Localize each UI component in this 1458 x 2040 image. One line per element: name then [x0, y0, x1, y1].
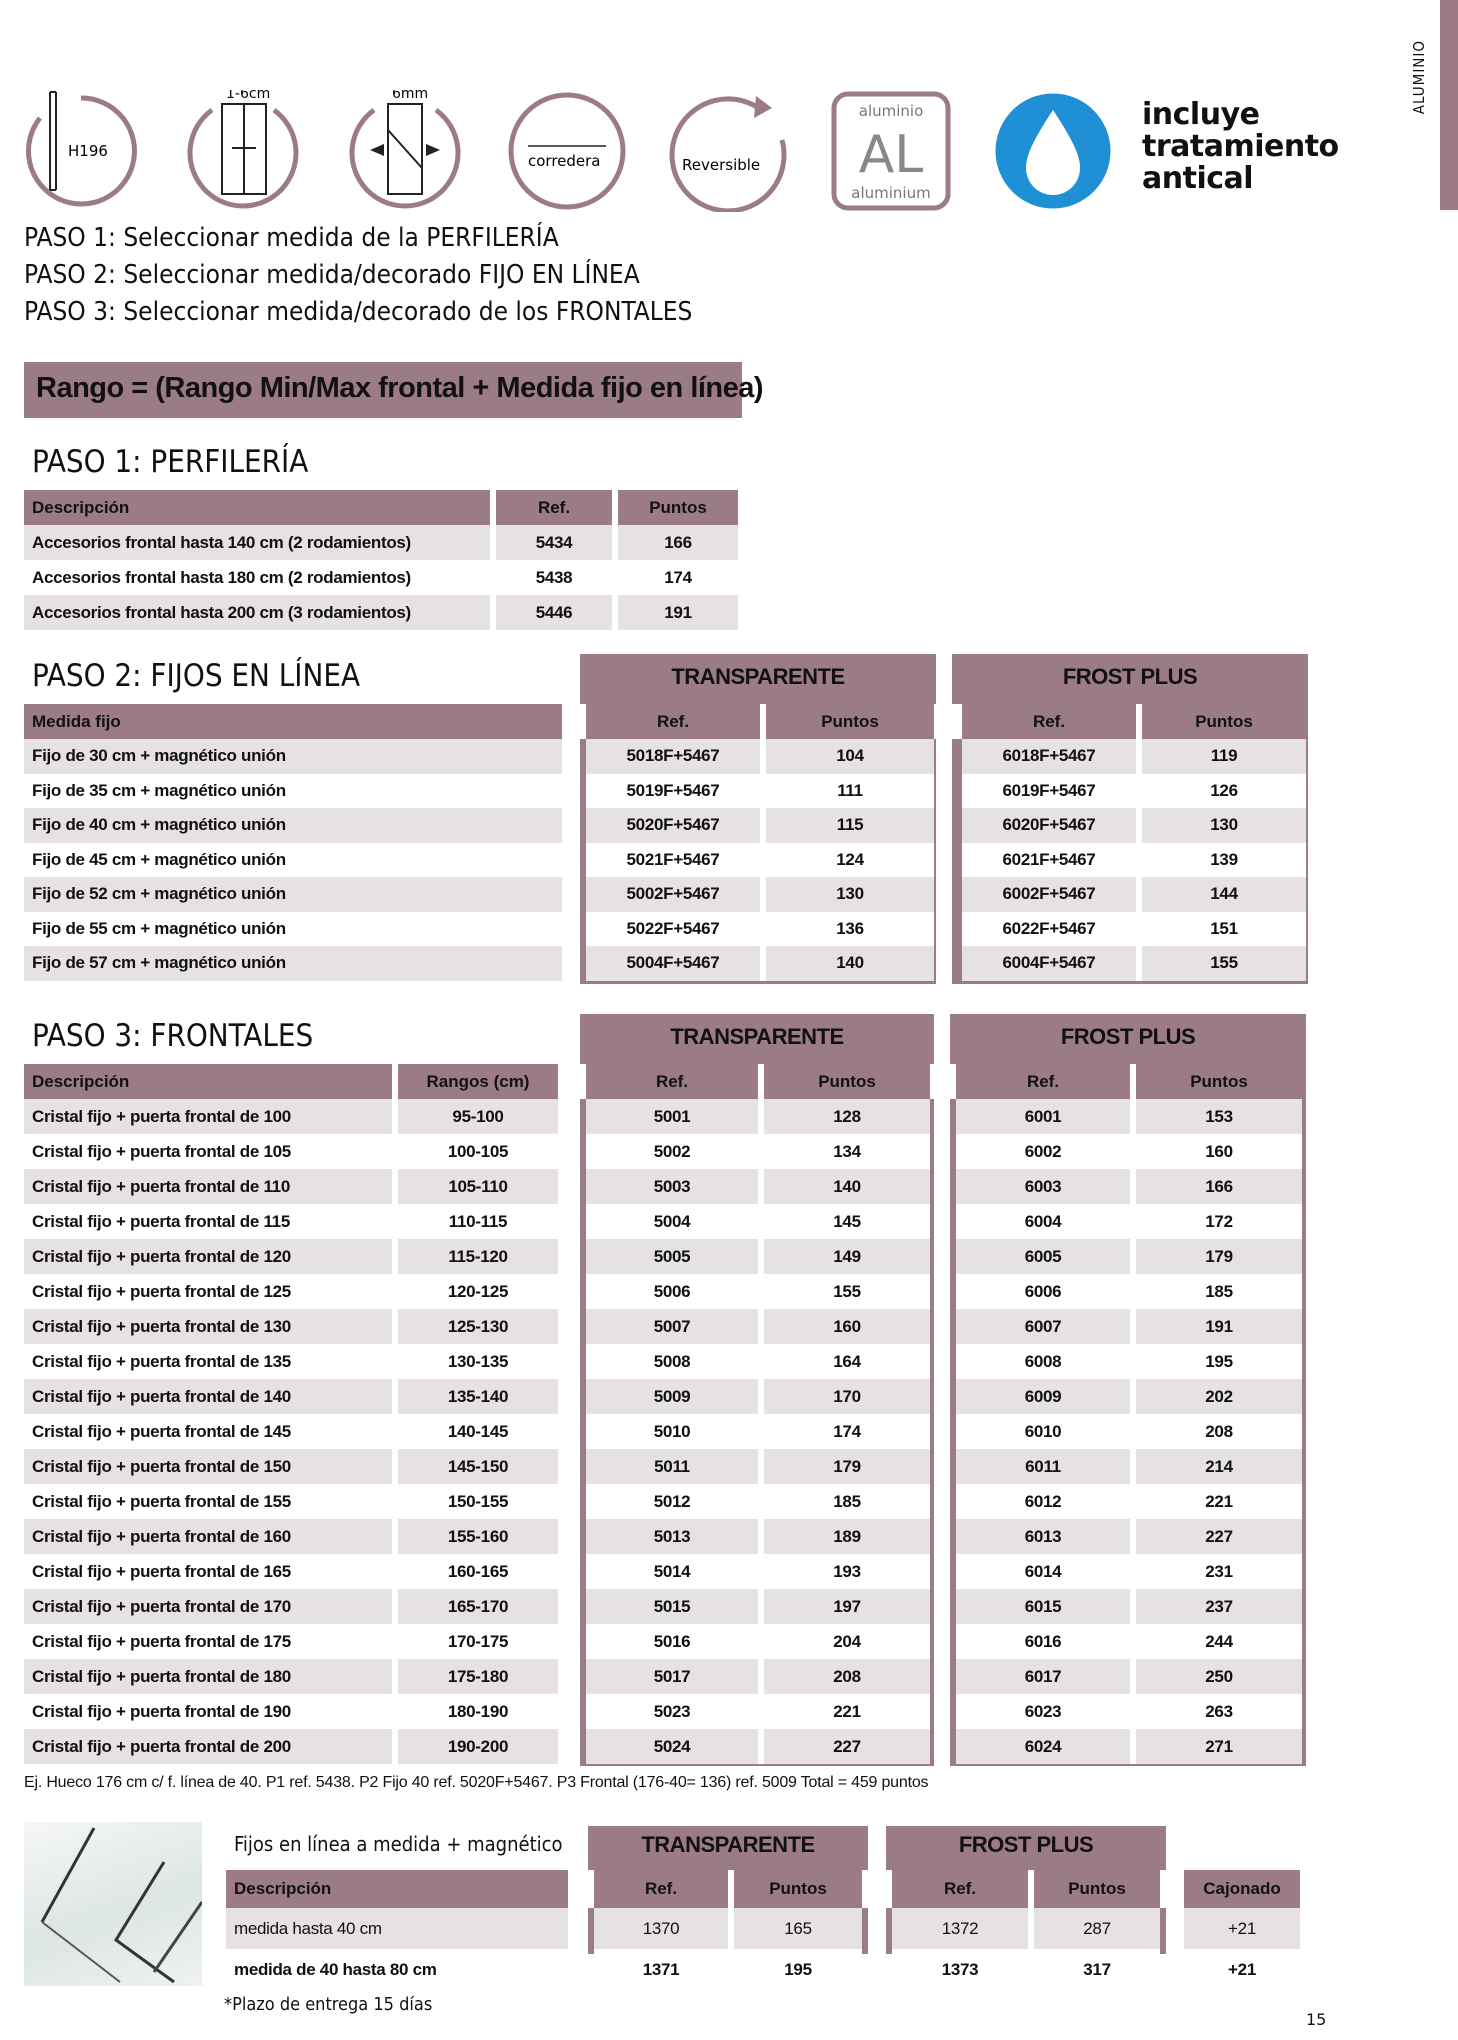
- table-cell: 155: [1136, 946, 1306, 981]
- table-cell: 179: [758, 1449, 930, 1484]
- table-row: [24, 1309, 1302, 1344]
- clear-shield-icon: [992, 90, 1114, 212]
- svg-text:AL: AL: [858, 125, 924, 185]
- table-cell: 221: [1130, 1484, 1302, 1519]
- table-cell: 6019F+5467: [962, 774, 1136, 809]
- table-cell: Cristal fijo + puerta frontal de 120: [24, 1239, 392, 1274]
- paso3-frost-title: FROST PLUS: [1060, 1024, 1196, 1049]
- table-cell: medida de 40 hasta 80 cm: [226, 1949, 568, 1990]
- table-cell: 153: [1130, 1099, 1302, 1134]
- table-cell: Cristal fijo + puerta frontal de 170: [24, 1589, 392, 1624]
- svg-text:aluminio: aluminio: [858, 102, 924, 120]
- table-cell: +21: [1184, 1908, 1300, 1949]
- table-cell: Cristal fijo + puerta frontal de 160: [24, 1519, 392, 1554]
- table-cell: 6012: [956, 1484, 1130, 1519]
- section-label: ALUMINIO: [1410, 40, 1428, 115]
- fijos-transparente-title: TRANSPARENTE: [641, 1832, 815, 1857]
- table-cell: 5012: [586, 1484, 758, 1519]
- table-cell: 104: [760, 739, 934, 774]
- table-cell: 5019F+5467: [586, 774, 760, 809]
- table-cell: 287: [1028, 1908, 1160, 1949]
- table-cell: 5002F+5467: [586, 877, 760, 912]
- table-cell: 115-120: [392, 1239, 558, 1274]
- svg-text:corredera: corredera: [528, 152, 601, 170]
- table-cell: 145-150: [392, 1449, 558, 1484]
- table-cell: 6015: [956, 1589, 1130, 1624]
- table-cell: 237: [1130, 1589, 1302, 1624]
- reversible-icon: [668, 90, 790, 212]
- table-cell: 165-170: [392, 1589, 558, 1624]
- paso3-transparente-title: TRANSPARENTE: [670, 1024, 844, 1049]
- table-cell: 191: [1130, 1309, 1302, 1344]
- table-row: [24, 1484, 1302, 1519]
- table-cell: 160: [758, 1309, 930, 1344]
- table-cell: 5004: [586, 1204, 758, 1239]
- table-cell: 6011: [956, 1449, 1130, 1484]
- col-ref-transparente: Ref.: [586, 1064, 758, 1099]
- table-cell: Fijo de 45 cm + magnético unión: [24, 843, 562, 878]
- table-row: [24, 1204, 1302, 1239]
- range-formula: Rango = (Rango Min/Max frontal + Medida fijo en línea): [24, 362, 742, 418]
- table-row: [24, 595, 738, 630]
- table-cell: 1372: [892, 1908, 1028, 1949]
- col-puntos-transparente: Puntos: [760, 704, 934, 739]
- page-number: 15: [1306, 2010, 1327, 2029]
- table-cell: 166: [612, 525, 738, 560]
- table-cell: 164: [758, 1344, 930, 1379]
- table-row: [24, 1169, 1302, 1204]
- table-cell: 5023: [586, 1694, 758, 1729]
- table-cell: 5017: [586, 1659, 758, 1694]
- table-cell: 197: [758, 1589, 930, 1624]
- table-row: [24, 1344, 1302, 1379]
- table-cell: 227: [758, 1729, 930, 1764]
- table-cell: 145: [758, 1204, 930, 1239]
- table-cell: Cristal fijo + puerta frontal de 135: [24, 1344, 392, 1379]
- table-cell: Fijo de 30 cm + magnético unión: [24, 739, 562, 774]
- table-cell: 204: [758, 1624, 930, 1659]
- table-row: [24, 946, 1306, 981]
- col-descripcion: Descripción: [226, 1870, 568, 1908]
- table-cell: 190-200: [392, 1729, 558, 1764]
- table-cell: 5024: [586, 1729, 758, 1764]
- example-calculation: Ej. Hueco 176 cm c/ f. línea de 40. P1 ref. 5438. P2 Fijo 40 ref. 5020F+5467. P3 Frontal (176-40= 136) ref. 5009 Total = 459 puntos: [24, 1774, 929, 1791]
- table-cell: Cristal fijo + puerta frontal de 110: [24, 1169, 392, 1204]
- table-cell: Cristal fijo + puerta frontal de 175: [24, 1624, 392, 1659]
- table-cell: 6003: [956, 1169, 1130, 1204]
- table-cell: 5016: [586, 1624, 758, 1659]
- table-cell: Accesorios frontal hasta 200 cm (3 rodamientos): [24, 595, 490, 630]
- table-cell: Accesorios frontal hasta 180 cm (2 rodamientos): [24, 560, 490, 595]
- table-row: [24, 1659, 1302, 1694]
- table-cell: Cristal fijo + puerta frontal de 100: [24, 1099, 392, 1134]
- table-row: [24, 1099, 1302, 1134]
- table-cell: Cristal fijo + puerta frontal de 165: [24, 1554, 392, 1589]
- table-row: [226, 1908, 1300, 1949]
- table-cell: Fijo de 40 cm + magnético unión: [24, 808, 562, 843]
- step-instructions: [24, 220, 692, 331]
- table-cell: 136: [760, 912, 934, 947]
- table-cell: 134: [758, 1134, 930, 1169]
- col-ref-frost: Ref.: [962, 704, 1136, 739]
- table-cell: 5009: [586, 1379, 758, 1414]
- table-cell: 5014: [586, 1554, 758, 1589]
- table-cell: 5434: [490, 525, 612, 560]
- table-cell: 175-180: [392, 1659, 558, 1694]
- col-medida-fijo: Medida fijo: [24, 704, 562, 739]
- table-cell: 6002F+5467: [962, 877, 1136, 912]
- table-cell: 130: [1136, 808, 1306, 843]
- col-puntos-frost: Puntos: [1028, 1870, 1160, 1908]
- table-row: [24, 739, 1306, 774]
- table-cell: Cristal fijo + puerta frontal de 105: [24, 1134, 392, 1169]
- table-cell: 139: [1136, 843, 1306, 878]
- table-cell: 125-130: [392, 1309, 558, 1344]
- table-row: [24, 1379, 1302, 1414]
- table-cell: 5008: [586, 1344, 758, 1379]
- table-cell: 202: [1130, 1379, 1302, 1414]
- table-row: [24, 1449, 1302, 1484]
- table-cell: 6013: [956, 1519, 1130, 1554]
- table-cell: 179: [1130, 1239, 1302, 1274]
- paso3-table: [24, 1064, 1302, 1764]
- table-cell: 6024: [956, 1729, 1130, 1764]
- table-row: [24, 1624, 1302, 1659]
- table-cell: 221: [758, 1694, 930, 1729]
- table-cell: 144: [1136, 877, 1306, 912]
- height-icon: [20, 90, 142, 212]
- table-cell: 5021F+5467: [586, 843, 760, 878]
- table-cell: 231: [1130, 1554, 1302, 1589]
- table-row: [24, 1134, 1302, 1169]
- svg-text:6mm: 6mm: [392, 90, 429, 102]
- table-cell: Cristal fijo + puerta frontal de 180: [24, 1659, 392, 1694]
- table-cell: 5018F+5467: [586, 739, 760, 774]
- table-cell: 119: [1136, 739, 1306, 774]
- table-cell: 191: [612, 595, 738, 630]
- fijos-medida-table: [226, 1870, 1300, 1990]
- table-cell: Fijo de 35 cm + magnético unión: [24, 774, 562, 809]
- table-cell: 1371: [594, 1949, 728, 1990]
- feature-icons: [20, 64, 1340, 214]
- paso2-transparente-title: TRANSPARENTE: [671, 664, 845, 689]
- delivery-note: *Plazo de entrega 15 días: [224, 1994, 433, 2015]
- table-cell: 105-110: [392, 1169, 558, 1204]
- table-cell: 195: [1130, 1344, 1302, 1379]
- table-row: [24, 1414, 1302, 1449]
- table-cell: 115: [760, 808, 934, 843]
- table-cell: 5446: [490, 595, 612, 630]
- adjust-icon: [182, 90, 304, 212]
- paso2-title: PASO 2: FIJOS EN LÍNEA: [32, 658, 361, 694]
- table-cell: 5015: [586, 1589, 758, 1624]
- table-cell: 1373: [892, 1949, 1028, 1990]
- table-cell: 6017: [956, 1659, 1130, 1694]
- table-cell: 174: [612, 560, 738, 595]
- table-cell: 5010: [586, 1414, 758, 1449]
- table-cell: 174: [758, 1414, 930, 1449]
- table-cell: 5022F+5467: [586, 912, 760, 947]
- table-cell: 111: [760, 774, 934, 809]
- paso1-title: PASO 1: PERFILERÍA: [32, 444, 309, 480]
- table-cell: 195: [728, 1949, 862, 1990]
- table-cell: 100-105: [392, 1134, 558, 1169]
- table-cell: Cristal fijo + puerta frontal de 115: [24, 1204, 392, 1239]
- table-cell: Cristal fijo + puerta frontal de 200: [24, 1729, 392, 1764]
- table-cell: 317: [1028, 1949, 1160, 1990]
- table-cell: 128: [758, 1099, 930, 1134]
- col-ref-frost: Ref.: [956, 1064, 1130, 1099]
- table-cell: 140-145: [392, 1414, 558, 1449]
- table-cell: 6002: [956, 1134, 1130, 1169]
- table-cell: 130: [760, 877, 934, 912]
- table-row: [24, 525, 738, 560]
- table-cell: 208: [758, 1659, 930, 1694]
- svg-text:aluminium: aluminium: [851, 184, 931, 202]
- table-cell: 6006: [956, 1274, 1130, 1309]
- table-cell: 5001: [586, 1099, 758, 1134]
- table-cell: 189: [758, 1519, 930, 1554]
- table-cell: 6004: [956, 1204, 1130, 1239]
- table-cell: Cristal fijo + puerta frontal de 150: [24, 1449, 392, 1484]
- table-cell: 151: [1136, 912, 1306, 947]
- table-cell: 185: [758, 1484, 930, 1519]
- table-cell: Cristal fijo + puerta frontal de 140: [24, 1379, 392, 1414]
- table-row: [24, 1274, 1302, 1309]
- svg-text:Reversible: Reversible: [682, 156, 761, 174]
- table-cell: 6020F+5467: [962, 808, 1136, 843]
- table-cell: 170-175: [392, 1624, 558, 1659]
- table-cell: 5006: [586, 1274, 758, 1309]
- table-row: [24, 843, 1306, 878]
- col-puntos-frost: Puntos: [1130, 1064, 1302, 1099]
- fijos-frost-title: FROST PLUS: [958, 1832, 1094, 1857]
- glass-thickness-icon: [344, 90, 466, 212]
- table-row: [24, 774, 1306, 809]
- table-cell: 150-155: [392, 1484, 558, 1519]
- table-cell: 140: [758, 1169, 930, 1204]
- col-puntos: Puntos: [612, 490, 738, 525]
- table-cell: 5005: [586, 1239, 758, 1274]
- paso3-title: PASO 3: FRONTALES: [32, 1018, 314, 1054]
- table-cell: 135-140: [392, 1379, 558, 1414]
- aluminium-icon: [830, 90, 952, 212]
- table-cell: medida hasta 40 cm: [226, 1908, 568, 1949]
- step-2: PASO 2: Seleccionar medida/decorado FIJO EN LÍNEA: [24, 260, 640, 290]
- table-cell: 155-160: [392, 1519, 558, 1554]
- table-cell: 140: [760, 946, 934, 981]
- col-descripcion: Descripción: [24, 490, 490, 525]
- fijos-medida-title: Fijos en línea a medida + magnético: [234, 1832, 563, 1856]
- table-row: [24, 1729, 1302, 1764]
- paso2-table: [24, 704, 1306, 981]
- table-cell: 6004F+5467: [962, 946, 1136, 981]
- col-rangos: Rangos (cm): [392, 1064, 558, 1099]
- paso2-frost-title: FROST PLUS: [1062, 664, 1198, 689]
- table-cell: 6018F+5467: [962, 739, 1136, 774]
- table-cell: Fijo de 55 cm + magnético unión: [24, 912, 562, 947]
- table-cell: 6010: [956, 1414, 1130, 1449]
- table-cell: Fijo de 52 cm + magnético unión: [24, 877, 562, 912]
- table-cell: 6007: [956, 1309, 1130, 1344]
- table-cell: 5004F+5467: [586, 946, 760, 981]
- section-tab: [1440, 0, 1458, 210]
- col-puntos-frost: Puntos: [1136, 704, 1306, 739]
- col-puntos-transparente: Puntos: [758, 1064, 930, 1099]
- table-cell: 149: [758, 1239, 930, 1274]
- table-cell: 6008: [956, 1344, 1130, 1379]
- table-row: [24, 1239, 1302, 1274]
- col-cajonado: Cajonado: [1184, 1870, 1300, 1908]
- table-cell: 172: [1130, 1204, 1302, 1239]
- table-cell: Fijo de 57 cm + magnético unión: [24, 946, 562, 981]
- table-cell: 110-115: [392, 1204, 558, 1239]
- table-cell: 193: [758, 1554, 930, 1589]
- glass-panel-image: [24, 1822, 202, 1986]
- table-cell: 250: [1130, 1659, 1302, 1694]
- table-cell: 180-190: [392, 1694, 558, 1729]
- table-row: [24, 1554, 1302, 1589]
- table-row: [24, 877, 1306, 912]
- table-cell: 5002: [586, 1134, 758, 1169]
- table-cell: 170: [758, 1379, 930, 1414]
- table-row: [24, 912, 1306, 947]
- table-cell: 185: [1130, 1274, 1302, 1309]
- table-row: [24, 560, 738, 595]
- table-cell: 208: [1130, 1414, 1302, 1449]
- svg-text:1-6cm: 1-6cm: [226, 90, 271, 102]
- table-cell: Cristal fijo + puerta frontal de 145: [24, 1414, 392, 1449]
- col-puntos-transparente: Puntos: [728, 1870, 862, 1908]
- col-ref-transparente: Ref.: [586, 704, 760, 739]
- table-cell: 6022F+5467: [962, 912, 1136, 947]
- table-cell: 5003: [586, 1169, 758, 1204]
- table-cell: 166: [1130, 1169, 1302, 1204]
- table-cell: 6009: [956, 1379, 1130, 1414]
- table-cell: 120-125: [392, 1274, 558, 1309]
- table-cell: 6014: [956, 1554, 1130, 1589]
- table-cell: 6001: [956, 1099, 1130, 1134]
- table-cell: 6005: [956, 1239, 1130, 1274]
- table-cell: 95-100: [392, 1099, 558, 1134]
- col-ref-transparente: Ref.: [594, 1870, 728, 1908]
- table-cell: 6023: [956, 1694, 1130, 1729]
- table-cell: 5011: [586, 1449, 758, 1484]
- table-cell: 214: [1130, 1449, 1302, 1484]
- table-cell: 124: [760, 843, 934, 878]
- table-cell: 160: [1130, 1134, 1302, 1169]
- antical-note: incluye tratamiento antical: [1142, 97, 1339, 196]
- table-cell: 165: [728, 1908, 862, 1949]
- table-cell: 244: [1130, 1624, 1302, 1659]
- table-row: [226, 1949, 1300, 1990]
- table-cell: 5020F+5467: [586, 808, 760, 843]
- table-cell: 1370: [594, 1908, 728, 1949]
- table-row: [24, 1589, 1302, 1624]
- table-row: [24, 1694, 1302, 1729]
- table-cell: 160-165: [392, 1554, 558, 1589]
- table-cell: Accesorios frontal hasta 140 cm (2 rodamientos): [24, 525, 490, 560]
- table-row: [24, 1519, 1302, 1554]
- table-cell: 271: [1130, 1729, 1302, 1764]
- paso1-table: [24, 490, 738, 630]
- table-cell: Cristal fijo + puerta frontal de 130: [24, 1309, 392, 1344]
- sliding-door-icon: [506, 90, 628, 212]
- table-cell: 5438: [490, 560, 612, 595]
- table-cell: Cristal fijo + puerta frontal de 155: [24, 1484, 392, 1519]
- svg-text:H196: H196: [68, 142, 108, 160]
- table-cell: 155: [758, 1274, 930, 1309]
- table-cell: 227: [1130, 1519, 1302, 1554]
- table-cell: 6016: [956, 1624, 1130, 1659]
- table-cell: 5007: [586, 1309, 758, 1344]
- table-cell: Cristal fijo + puerta frontal de 190: [24, 1694, 392, 1729]
- col-descripcion: Descripción: [24, 1064, 392, 1099]
- table-cell: +21: [1184, 1949, 1300, 1990]
- table-cell: Cristal fijo + puerta frontal de 125: [24, 1274, 392, 1309]
- table-cell: 130-135: [392, 1344, 558, 1379]
- col-ref: Ref.: [490, 490, 612, 525]
- table-cell: 5013: [586, 1519, 758, 1554]
- table-cell: 263: [1130, 1694, 1302, 1729]
- step-3: PASO 3: Seleccionar medida/decorado de los FRONTALES: [24, 297, 693, 327]
- step-1: PASO 1: Seleccionar medida de la PERFILERÍA: [24, 223, 559, 253]
- table-row: [24, 808, 1306, 843]
- table-cell: 6021F+5467: [962, 843, 1136, 878]
- table-cell: 126: [1136, 774, 1306, 809]
- col-ref-frost: Ref.: [892, 1870, 1028, 1908]
